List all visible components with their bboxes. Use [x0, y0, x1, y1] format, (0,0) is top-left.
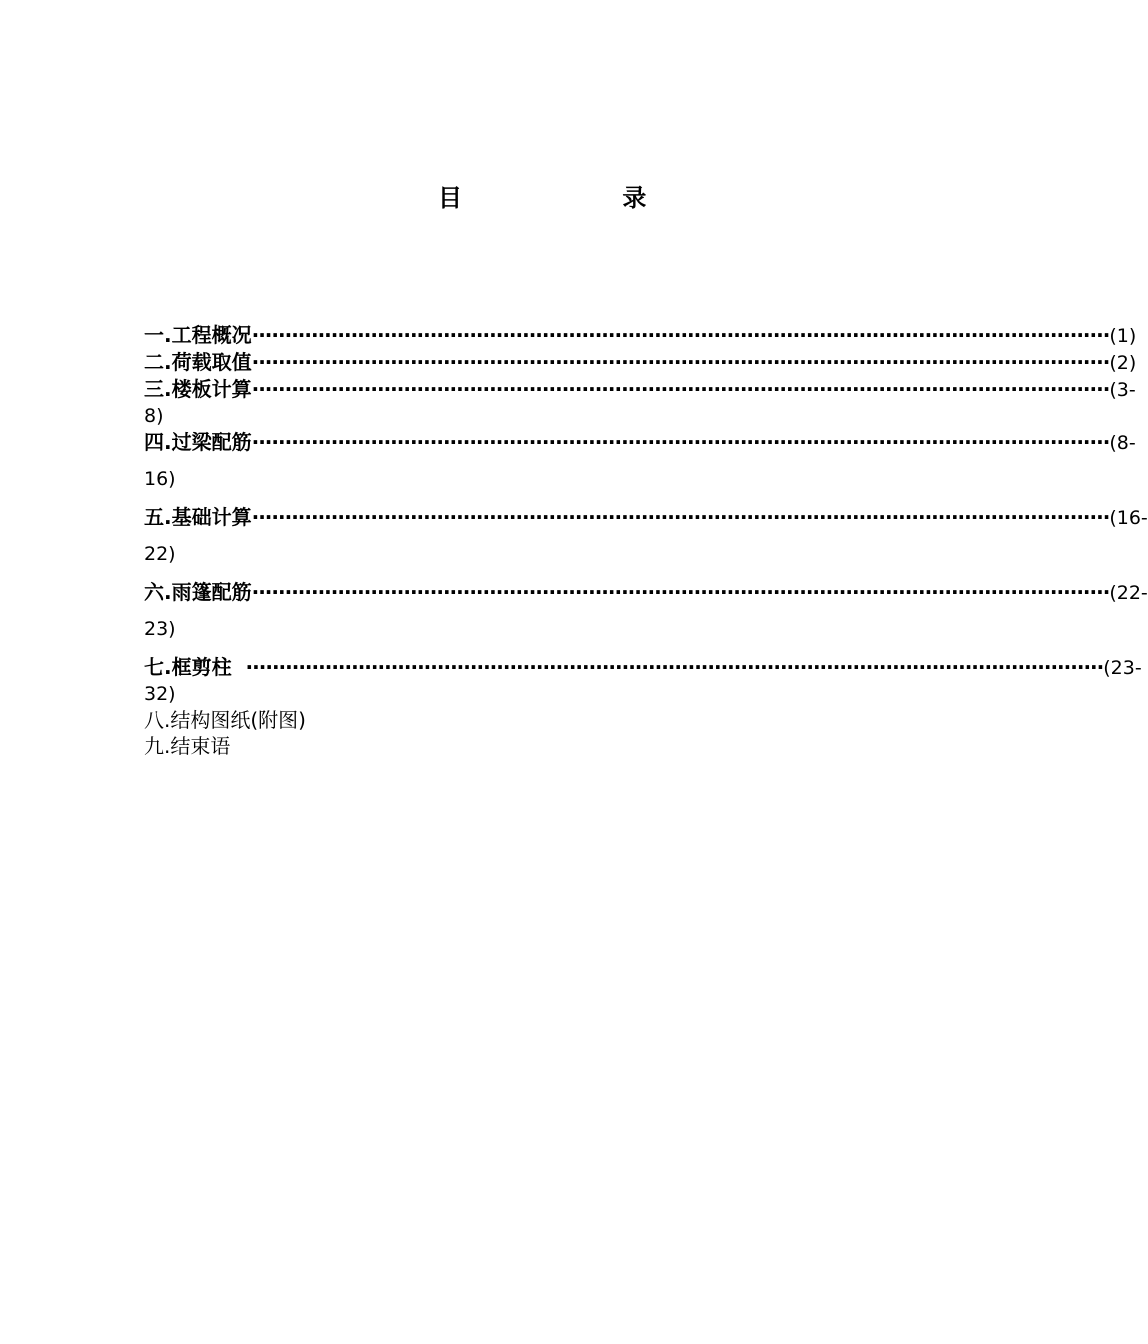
toc-entry-number: 六.	[144, 580, 172, 604]
toc-dot-leader: ··································································································································	[251, 580, 1110, 604]
toc-entry-label: 工程概况	[171, 323, 252, 347]
toc-entry-label: 结构图纸(附图)	[170, 708, 306, 732]
toc-entry-page-continuation: 22)	[144, 543, 176, 565]
toc-entry-page-continuation: 32)	[144, 683, 176, 705]
toc-entry-label: 过梁配筋	[171, 430, 252, 454]
toc-dot-leader: ··································································································································	[245, 655, 1104, 679]
toc-entry-number: 二.	[144, 350, 172, 374]
toc-entry-page-continuation: 16)	[144, 468, 176, 490]
table-of-contents	[144, 322, 1148, 759]
toc-entry-page: (2)	[1109, 352, 1137, 374]
toc-entry-page: (16-	[1109, 507, 1148, 529]
toc-entry-number: 四.	[144, 430, 172, 454]
toc-dot-leader: ··································································································································	[251, 430, 1110, 454]
toc-entry-page-continuation: 8)	[144, 405, 164, 427]
toc-entry-4	[144, 429, 1136, 492]
page-title: 目 录	[438, 184, 723, 212]
toc-entry-number: 七.	[144, 655, 172, 679]
toc-entry-page: (23-	[1103, 657, 1142, 679]
toc-entry-number: 五.	[144, 505, 172, 529]
toc-dot-leader: ··································································································································	[251, 377, 1110, 401]
toc-entry-2	[144, 349, 1137, 376]
toc-entry-page-continuation: 23)	[144, 618, 176, 640]
toc-entry-label: 框剪柱	[171, 655, 246, 679]
toc-entry-page: (8-	[1109, 432, 1136, 454]
toc-entry-5	[144, 504, 1148, 567]
toc-entry-7	[144, 654, 1142, 707]
toc-dot-leader: ··································································································································	[251, 505, 1110, 529]
toc-entry-page: (1)	[1109, 325, 1137, 347]
toc-dot-leader: ··································································································································	[251, 350, 1110, 374]
toc-entry-label: 楼板计算	[171, 377, 252, 401]
toc-entry-number: 一.	[144, 323, 172, 347]
toc-entry-label: 基础计算	[171, 505, 252, 529]
toc-entry-1	[144, 322, 1137, 349]
toc-entry-9	[144, 733, 808, 759]
toc-entry-3	[144, 376, 1136, 429]
toc-entry-page: (22-	[1109, 582, 1148, 604]
toc-entry-8	[144, 707, 808, 733]
toc-entry-page: (3-	[1109, 379, 1136, 401]
toc-entry-number: 八.	[144, 708, 171, 732]
toc-entry-number: 九.	[144, 734, 171, 758]
toc-dot-leader: ··································································································································	[251, 323, 1110, 347]
toc-entry-number: 三.	[144, 377, 172, 401]
toc-entry-label: 结束语	[170, 734, 231, 758]
toc-entry-label: 雨篷配筋	[171, 580, 252, 604]
toc-entry-6	[144, 579, 1148, 642]
toc-entry-label: 荷载取值	[171, 350, 252, 374]
